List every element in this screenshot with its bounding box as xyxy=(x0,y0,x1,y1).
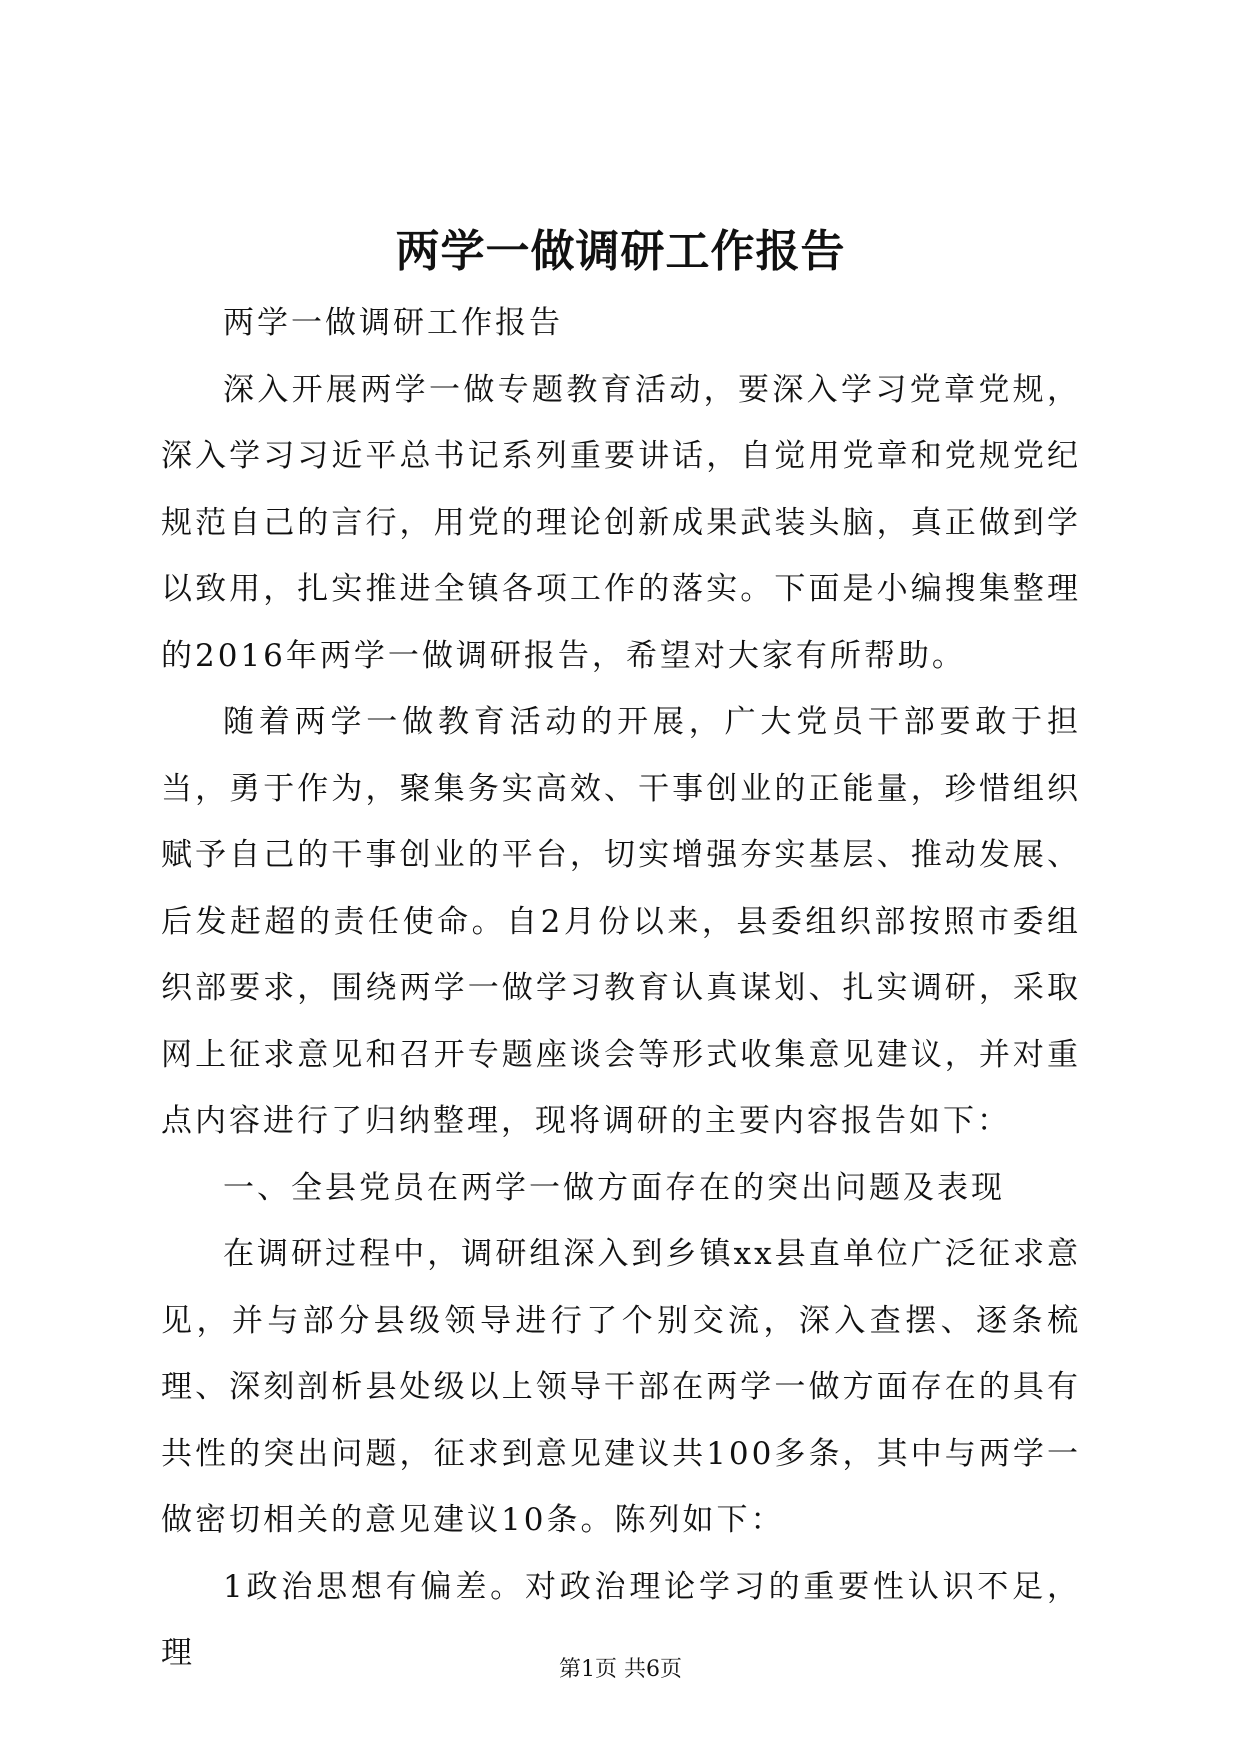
paragraph-intro: 深入开展两学一做专题教育活动，要深入学习党章党规，深入学习习近平总书记系列重要讲话，自觉用党章和党规党纪规范自己的言行，用党的理论创新成果武装头脑，真正做到学以致用，扎实推进全镇各项工作的落实。下面是小编搜集整理的2016年两学一做调研报告，希望对大家有所帮助。 xyxy=(161,371,1081,674)
paragraph-research-process: 在调研过程中，调研组深入到乡镇xx县直单位广泛征求意见，并与部分县级领导进行了个别交流，深入查摆、逐条梳理、深刻剖析县处级以上领导干部在两学一做方面存在的具有共性的突出问题，征求到意见建议共100多条，其中与两学一做密切相关的意见建议10条。陈列如下： xyxy=(161,1236,1081,1538)
page-number-footer: 第1页 共6页 xyxy=(559,1657,682,1682)
paragraph-item-1: 1政治思想有偏差。对政治理论学习的重要性认识不足，理 xyxy=(161,1568,1081,1671)
document-title: 两学一做调研工作报告 xyxy=(395,226,846,277)
paragraph-subtitle: 两学一做调研工作报告 xyxy=(223,305,563,341)
paragraph-background: 随着两学一做教育活动的开展，广大党员干部要敢于担当，勇于作为，聚集务实高效、干事创业的正能量，珍惜组织赋予自己的干事创业的平台，切实增强夯实基层、推动发展、后发赶超的责任使命。自2月份以来，县委组织部按照市委组织部要求，围绕两学一做学习教育认真谋划、扎实调研，采取网上征求意见和召开专题座谈会等形式收集意见建议，并对重点内容进行了归纳整理，现将调研的主要内容报告如下： xyxy=(161,704,1081,1139)
section-heading-1: 一、全县党员在两学一做方面存在的突出问题及表现 xyxy=(223,1169,1005,1206)
document-body xyxy=(161,290,1081,1687)
